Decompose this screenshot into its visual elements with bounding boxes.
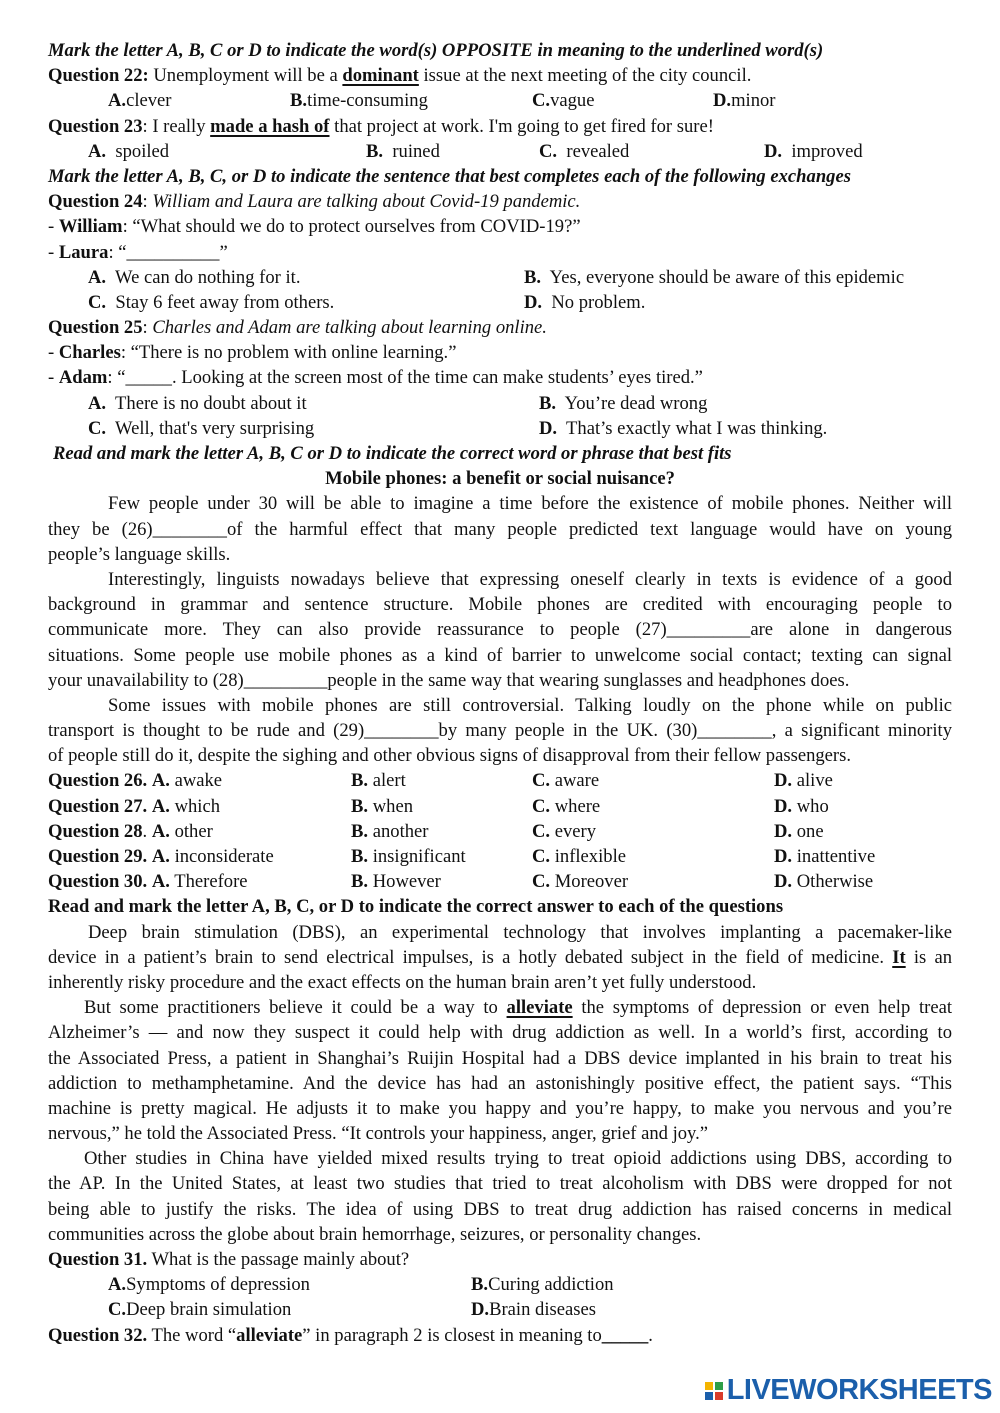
option-a[interactable]: A. There is no doubt about it — [88, 392, 307, 414]
q25-options-row-2 — [48, 416, 952, 441]
option-c[interactable]: every — [554, 820, 597, 842]
underlined-phrase: made a hash of — [210, 115, 330, 137]
option-a[interactable]: A. We can do nothing for it. — [88, 266, 301, 288]
question-26: Question 26. A. awake B. alert C. aware D. alive — [48, 770, 833, 792]
question-30: Question 30. A. Therefore B. However C. Moreover D. Otherwise — [48, 871, 874, 893]
option-c[interactable]: C. Stay 6 feet away from others. — [88, 291, 335, 313]
option-b[interactable]: another — [372, 820, 429, 842]
option-c[interactable]: C.Deep brain simulation — [108, 1299, 292, 1321]
option-d[interactable]: D. No problem. — [524, 291, 646, 313]
liveworksheets-logo-icon — [705, 1382, 723, 1400]
questions-26-30 — [48, 768, 952, 894]
option-d[interactable]: D. That’s exactly what I was thinking. — [539, 417, 828, 439]
option-a[interactable]: inconsiderate — [174, 846, 274, 867]
option-b[interactable]: B. Yes, everyone should be aware of this epidemic — [524, 266, 905, 288]
option-b[interactable]: alert — [372, 770, 406, 792]
option-a[interactable]: other — [174, 820, 213, 842]
instruction-opposite: Mark the letter A, B, C or D to indicate the word(s) OPPOSITE in meaning to the underlined word(s) — [48, 40, 824, 61]
logo-text: LIVEWORKSHEETS — [726, 1374, 992, 1406]
q24-dialogue-line-1: - William: “What should we do to protect ourselves from COVID-19?” — [48, 216, 581, 238]
option-b[interactable]: when — [372, 795, 413, 817]
question-25: Question 25: Charles and Adam are talking about learning online. — [48, 317, 547, 339]
option-b[interactable]: B.Curing addiction — [471, 1274, 614, 1296]
q25-dialogue-line-2: - Adam: “_____. Looking at the screen most of the time can make students’ eyes tired.” — [48, 367, 703, 389]
option-a[interactable]: awake — [174, 770, 223, 792]
option-c[interactable]: C.vague — [532, 90, 595, 112]
instruction-cloze: Read and mark the letter A, B, C or D to indicate the correct word or phrase that best fits — [53, 443, 732, 464]
option-d[interactable]: D. improved — [764, 140, 863, 162]
underlined-reference: It — [892, 946, 906, 968]
option-c[interactable]: inflexible — [554, 846, 626, 867]
question-32: Question 32. The word “alleviate” in paragraph 2 is closest in meaning to_____. — [48, 1324, 653, 1346]
q31-options-row-1 — [48, 1272, 952, 1297]
option-c[interactable]: Moreover — [554, 871, 629, 893]
option-c[interactable]: aware — [554, 770, 600, 792]
option-b[interactable]: insignificant — [372, 846, 466, 867]
question-27: Question 27. A. which B. when C. where D. who — [48, 795, 829, 817]
option-d[interactable]: D.Brain diseases — [471, 1299, 596, 1321]
q23-options — [48, 139, 952, 164]
option-d[interactable]: D.minor — [713, 90, 776, 112]
option-a[interactable]: A.clever — [108, 90, 172, 112]
underlined-word: dominant — [342, 65, 419, 87]
option-c[interactable]: where — [554, 795, 601, 817]
q25-dialogue-line-1: - Charles: “There is no problem with online learning.” — [48, 342, 457, 364]
option-c[interactable]: C. revealed — [539, 140, 630, 162]
question-31: Question 31. What is the passage mainly about? — [48, 1249, 410, 1270]
q24-dialogue-line-2: - Laura: “__________” — [48, 241, 228, 263]
question-29: Question 29. A. inconsiderate B. insignificant C. inflexible D. inattentive — [48, 846, 876, 867]
option-c[interactable]: C. Well, that's very surprising — [88, 417, 315, 439]
option-a[interactable]: A. spoiled — [88, 140, 170, 162]
passage-2: Deep brain stimulation (DBS), an experimental technology that involves implanting a pacemaker-like device in a patient’s brain to send electrical impulses, is a hotly debated subject in the field of medicine. It is an inherently risky procedure and the exact effects on the human brain aren’t yet fully understood. But some practitioners believe it could be a way to alleviate the symptoms of depression or even help treat Alzheimer’s — and now they suspect it could help with drug addiction as well. In a world’s first, according to the Associated Press, a patient in Shanghai’s Ruijin Hospital had a DBS device implanted in his brain to treat his addiction to methamphetamine. And the device has had an astonishingly positive effect, the patient says. “This machine is pretty magical. He adjusts it to make you happy and you’re happy, to make you nervous and you’re nervous,” he told the Associated Press. “It controls your happiness, anger, grief and joy.” Other studies in China have yielded mixed results trying to treat opioid addictions using DBS, according to the AP. In the United States, at least two studies that tried to treat alcoholism with DBS were dropped for not being able to justify the risks. The idea of using DBS to treat drug addiction has raised concerns in medical communities across the globe about brain hemorrhage, seizures, or personality changes. — [48, 921, 952, 1245]
option-d[interactable]: inattentive — [796, 846, 876, 867]
option-b[interactable]: However — [372, 871, 441, 893]
question-24: Question 24: William and Laura are talking about Covid-19 pandemic. — [48, 191, 581, 213]
option-d[interactable]: one — [796, 820, 824, 842]
question-23: Question 23: I really made a hash of that project at work. I'm going to get fired for sure! — [48, 115, 714, 137]
question-28: Question 28. A. other B. another C. every D. one — [48, 820, 824, 842]
option-a[interactable]: Therefore — [174, 871, 248, 893]
q31-options-row-2 — [48, 1297, 952, 1322]
question-22: Question 22: Unemployment will be a dominant issue at the next meeting of the city council. — [48, 65, 752, 87]
option-d[interactable]: alive — [796, 770, 833, 792]
answer-blank[interactable]: _____ — [601, 1324, 649, 1346]
option-b[interactable]: B. ruined — [366, 140, 440, 162]
q25-options-row-1 — [48, 391, 952, 416]
option-a[interactable]: which — [174, 795, 221, 817]
liveworksheets-logo — [705, 1374, 992, 1406]
instruction-exchanges: Mark the letter A, B, C, or D to indicate the sentence that best completes each of the following exchanges — [48, 165, 851, 187]
underlined-word: alleviate — [506, 997, 573, 1019]
passage-1: Few people under 30 will be able to imagine a time before the existence of mobile phones. Neither will they be (26)________of the harmful effect that many people predicted text language would have on young people’s language skills. Interestingly, linguists nowadays believe that expressing oneself clearly in texts is evidence of a good background in grammar and sentence structure. Mobile phones are credited with encouraging people to communicate more. They can also provide reassurance to people (27)_________are alone in dangerous situations. Some people use mobile phones as a kind of barrier to unwelcome social contact; texting can signal your unavailability to (28)_________people in the same way that wearing sunglasses and headphones does. Some issues with mobile phones are still controversial. Talking loudly on the phone while on public transport is thought to be rude and (29)________by many people in the UK. (30)________, a significant minority of people still do it, despite the sighing and other obvious signs of disapproval from their fellow passengers. — [48, 493, 952, 767]
option-b[interactable]: B.time-consuming — [290, 90, 428, 112]
option-a[interactable]: A.Symptoms of depression — [108, 1274, 310, 1296]
option-b[interactable]: B. You’re dead wrong — [539, 392, 708, 414]
q24-options-row-2 — [48, 290, 952, 315]
q24-options-row-1 — [48, 265, 952, 290]
q22-options — [48, 88, 952, 113]
passage-1-title: Mobile phones: a benefit or social nuisance? — [325, 468, 675, 490]
option-d[interactable]: who — [796, 795, 829, 817]
option-d[interactable]: Otherwise — [796, 871, 874, 893]
instruction-reading: Read and mark the letter A, B, C, or D to indicate the correct answer to each of the questions — [48, 896, 784, 918]
